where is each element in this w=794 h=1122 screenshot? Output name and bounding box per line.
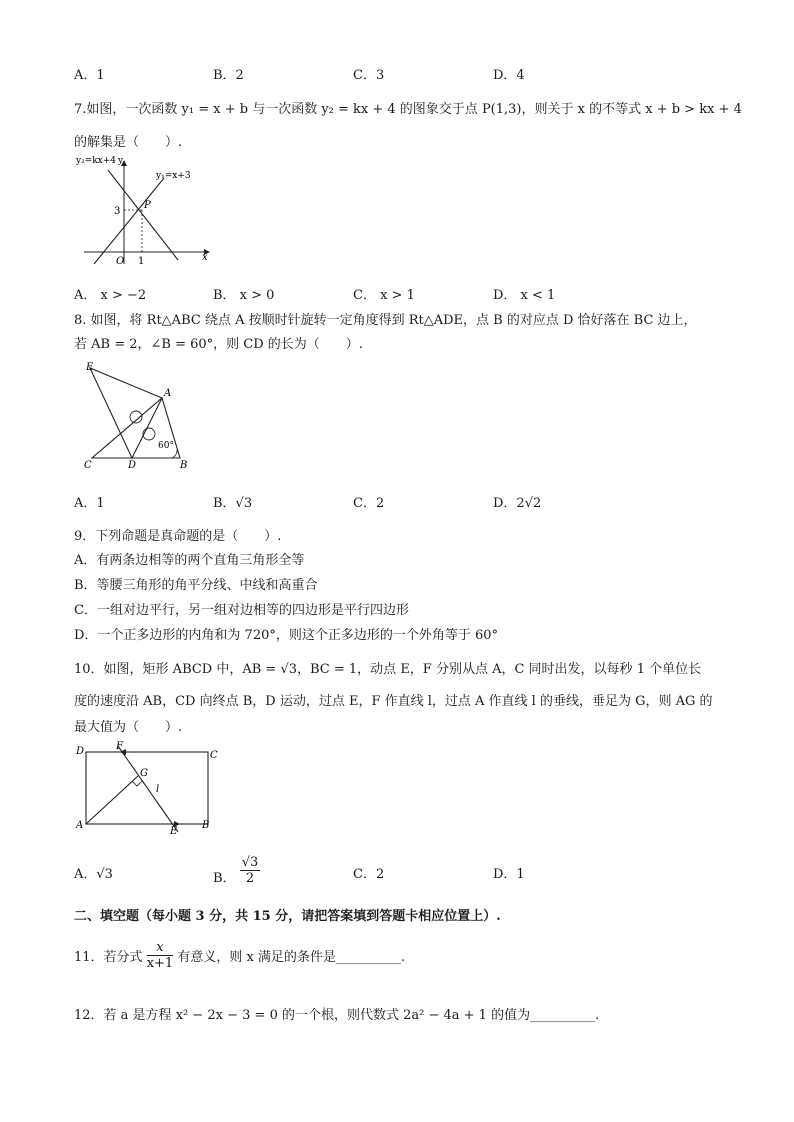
q6-option-d: D．4 [493, 68, 525, 83]
q8-figure [80, 358, 200, 472]
q12-line: 12．若 a 是方程 x² − 2x − 3 = 0 的一个根，则代数式 2a² − 4a + 1 的值为__________. [74, 1008, 600, 1023]
q10-label-a: A [76, 820, 84, 831]
q9-option-a: A．有两条边相等的两个直角三角形全等 [74, 553, 305, 568]
q10-stem-line1: 10．如图，矩形 ABCD 中，AB = √3，BC = 1，动点 E，F 分别从点 A，C 同时出发，以每秒 1 个单位长 [74, 662, 702, 677]
q11-denominator: x+1 [146, 956, 174, 971]
q11-numerator: x [147, 940, 174, 956]
q6-option-a: A．1 [74, 68, 105, 83]
q10-option-d: D．1 [493, 867, 525, 882]
q10-figure [74, 740, 220, 836]
q8-label-c: C [84, 460, 92, 471]
q9-option-b: B．等腰三角形的角平分线、中线和高重合 [74, 578, 318, 593]
q10-stem-line3: 最大值为（ ）. [74, 720, 183, 735]
q11-line [74, 942, 405, 973]
q8-label-angle: 60° [158, 441, 174, 451]
q7-label-y-axis: y [118, 156, 124, 166]
q10-option-b-fraction [240, 855, 261, 886]
q7-option-d: D． x < 1 [493, 288, 556, 303]
q8-label-b: B [180, 460, 188, 471]
q7-label-x-axis: x [202, 252, 208, 263]
q11-prefix: 11．若分式 [74, 950, 143, 965]
q6-option-b: B．2 [213, 68, 244, 83]
q8-label-a: A [164, 388, 172, 399]
q7-stem-line1: 7.如图，一次函数 y₁ = x + b 与一次函数 y₂ = kx + 4 的图象交于点 P(1,3)，则关于 x 的不等式 x + b > kx + 4 [74, 102, 742, 117]
q9-option-d: D．一个正多边形的内角和为 720°，则这个正多边形的一个外角等于 60° [74, 628, 499, 643]
q8-label-d: D [128, 460, 137, 471]
q7-stem-line2: 的解集是（ ）. [74, 135, 183, 150]
q8-option-a: A．1 [74, 496, 105, 511]
q10-option-b-denominator: 2 [245, 871, 255, 886]
q9-stem: 9．下列命题是真命题的是（ ）. [74, 529, 282, 544]
q10-label-d: D [76, 746, 85, 757]
q7-option-c: C． x > 1 [353, 288, 415, 303]
q10-option-c: C．2 [353, 867, 385, 882]
q10-label-b: B [202, 820, 210, 831]
q7-label-origin: O [116, 256, 125, 267]
q8-option-b: B．√3 [213, 496, 253, 511]
q10-option-a: A．√3 [74, 867, 113, 882]
q10-label-c: C [210, 750, 218, 761]
q8-option-d: D．2√2 [493, 496, 542, 511]
q7-option-a: A． x > −2 [74, 288, 147, 303]
q10-label-e: E [170, 826, 178, 836]
q6-option-c: C．3 [353, 68, 385, 83]
q10-label-g: G [140, 768, 148, 779]
q11-fraction [147, 940, 174, 971]
q7-label-y1: y₁=x+3 [156, 171, 191, 181]
q8-label-e: E [86, 362, 94, 373]
q7-label-p: P [144, 200, 151, 211]
q8-stem-line2: 若 AB = 2，∠B = 60°，则 CD 的长为（ ）. [74, 337, 363, 352]
q7-figure [76, 152, 216, 270]
q10-stem-line2: 度的速度沿 AB，CD 向终点 B，D 运动，过点 E，F 作直线 l，过点 A 作直线 l 的垂线，垂足为 G，则 AG 的 [74, 694, 713, 709]
q11-suffix: 有意义，则 x 满足的条件是__________. [177, 950, 406, 965]
q10-label-l: l [156, 784, 160, 795]
q7-label-y2: y₂=kx+4 [76, 156, 117, 166]
q7-label-3: 3 [114, 206, 121, 217]
q10-option-b-prefix: B． [213, 871, 236, 886]
q10-option-b [213, 855, 260, 894]
section2-heading: 二、填空题（每小题 3 分，共 15 分，请把答案填到答题卡相应位置上）. [74, 909, 501, 924]
q9-option-c: C．一组对边平行，另一组对边相等的四边形是平行四边形 [74, 603, 409, 618]
q8-stem-line1: 8. 如图，将 Rt△ABC 绕点 A 按顺时针旋转一定角度得到 Rt△ADE，点 B 的对应点 D 恰好落在 BC 边上， [74, 313, 697, 328]
q8-option-c: C．2 [353, 496, 385, 511]
q7-option-b: B． x > 0 [213, 288, 275, 303]
q7-label-1: 1 [138, 256, 145, 267]
q10-option-b-numerator: √3 [241, 855, 259, 870]
q10-label-f: F [116, 741, 123, 752]
